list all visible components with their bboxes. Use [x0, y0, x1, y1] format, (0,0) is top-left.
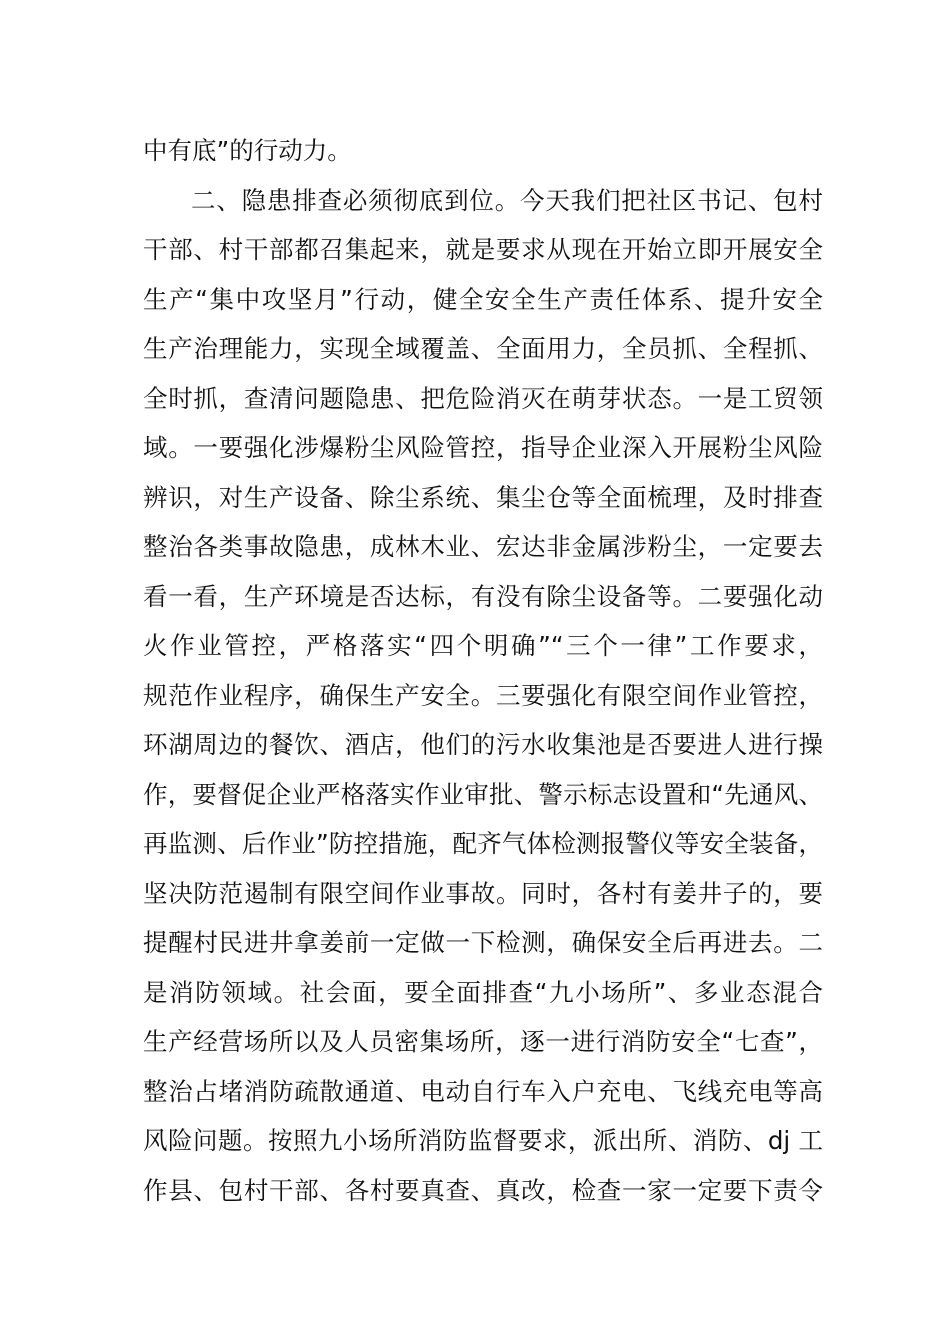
text-line: 域。一要强化涉爆粉尘风险管控，指导企业深入开展粉尘风险 — [143, 433, 823, 462]
text-line: 看一看，生产环境是否达标，有没有除尘设备等。二要强化动 — [143, 581, 823, 611]
text-line: 风险问题。按照九小场所消防监督要求，派出所、消防、dj 工 — [143, 1126, 823, 1155]
text-line: 环湖周边的餐饮、酒店，他们的污水收集池是否要进人进行操 — [143, 730, 823, 759]
text-line: 坚决防范遏制有限空间作业事故。同时，各村有姜井子的，要 — [143, 878, 823, 908]
text-line: 干部、村干部都召集起来，就是要求从现在开始立即开展安全 — [143, 235, 823, 264]
text-line: 是消防领域。社会面，要全面排查“九小场所”、多业态混合 — [143, 977, 823, 1007]
text-line: 整治各类事故隐患，成林木业、宏达非金属涉粉尘，一定要去 — [143, 532, 823, 561]
text-line: 火作业管控，严格落实“四个明确”“三个一律”工作要求， — [143, 631, 823, 660]
body-text — [143, 126, 823, 1215]
text-line: 生产“集中攻坚月”行动，健全安全生产责任体系、提升安全 — [143, 284, 823, 314]
paragraph-start-line: 二、隐患排查必须彻底到位。今天我们把社区书记、包村 — [191, 185, 823, 215]
text-line: 整治占堵消防疏散通道、电动自行车入户充电、飞线充电等高 — [143, 1076, 823, 1106]
text-line: 作，要督促企业严格落实作业审批、警示标志设置和“先通风、 — [143, 779, 823, 809]
text-line: 作县、包村干部、各村要真查、真改，检查一家一定要下责令 — [143, 1175, 823, 1205]
text-line: 生产治理能力，实现全域覆盖、全面用力，全员抓、全程抓、 — [143, 334, 823, 363]
text-line: 生产经营场所以及人员密集场所，逐一进行消防安全“七查”， — [143, 1027, 823, 1056]
text-line: 规范作业程序，确保生产安全。三要强化有限空间作业管控， — [143, 680, 823, 710]
text-line: 提醒村民进井拿姜前一定做一下检测，确保安全后再进去。二 — [143, 928, 823, 957]
text-line: 中有底”的行动力。 — [143, 136, 352, 165]
text-line: 再监测、后作业”防控措施，配齐气体检测报警仪等安全装备， — [143, 829, 823, 858]
text-line: 全时抓，查清问题隐患、把危险消灭在萌芽状态。一是工贸领 — [143, 383, 823, 413]
text-line: 辨识，对生产设备、除尘系统、集尘仓等全面梳理，及时排查 — [143, 482, 823, 512]
